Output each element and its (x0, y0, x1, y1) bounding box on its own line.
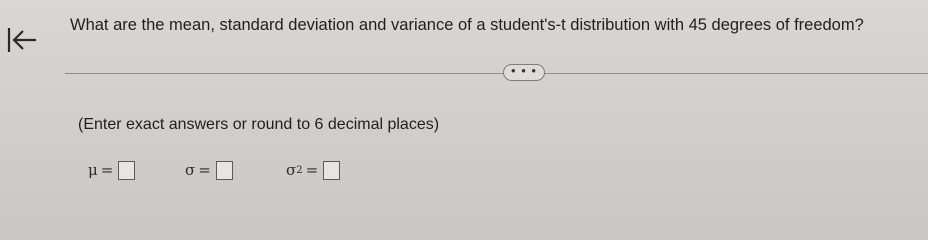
mean-equals: = (100, 161, 114, 179)
std-dev-answer-group (185, 158, 233, 182)
variance-input[interactable] (323, 161, 340, 180)
variance-symbol: σ (286, 161, 297, 179)
variance-answer-group (286, 158, 340, 182)
variance-equals: = (305, 161, 319, 179)
std-dev-symbol: σ (185, 161, 196, 179)
question-text: What are the mean, standard deviation and variance of a student's-t distribution with 45 degrees of freedom? (70, 16, 864, 34)
mean-answer-group (88, 158, 135, 182)
mean-input[interactable] (118, 161, 135, 180)
variance-exponent: 2 (296, 164, 303, 176)
mean-symbol: μ (88, 161, 98, 179)
arrow-left-bar-icon (4, 24, 40, 56)
more-button[interactable]: • • • (503, 64, 545, 81)
instructions-text: (Enter exact answers or round to 6 decimal places) (78, 116, 440, 133)
back-button[interactable] (4, 24, 40, 56)
std-dev-input[interactable] (216, 161, 233, 180)
section-divider (65, 73, 928, 74)
std-dev-equals: = (198, 161, 211, 179)
